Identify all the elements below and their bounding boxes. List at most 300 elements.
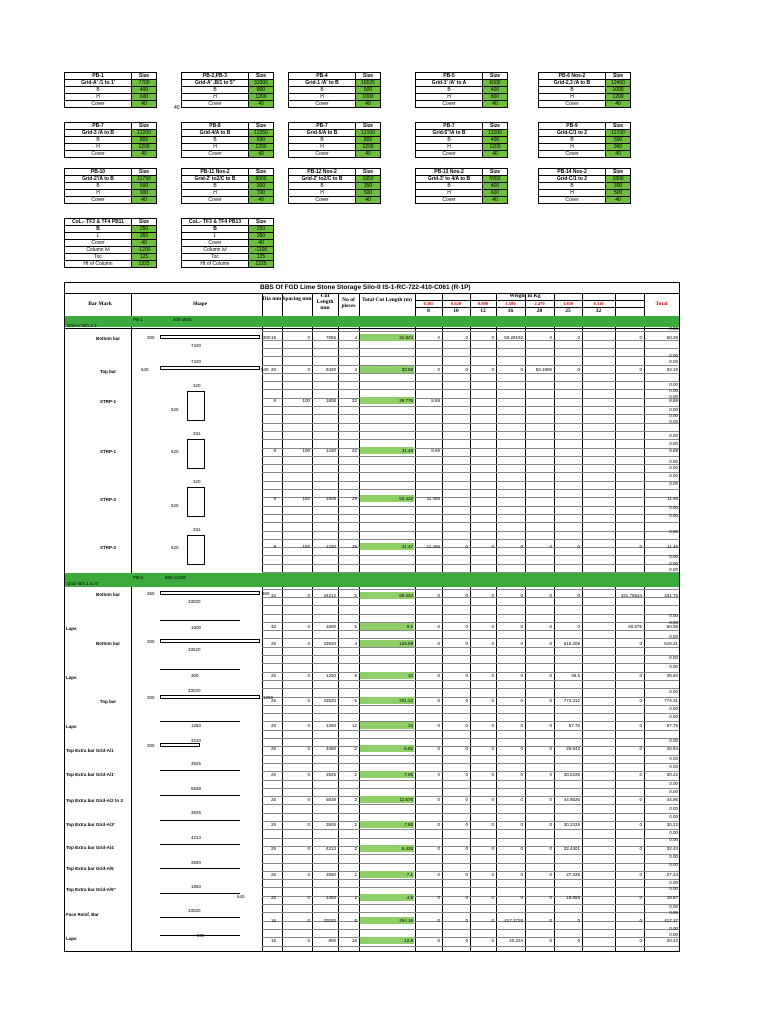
weight-cell: 0: [437, 772, 440, 777]
size-value-cell: 40: [132, 240, 157, 247]
size-table-row: [289, 130, 381, 137]
size-value-cell: 350: [132, 233, 157, 240]
weight-cell: 0: [465, 593, 468, 598]
bar-hook: [160, 639, 260, 643]
size-table-row: [182, 219, 274, 226]
size-label-cell: Grid-2' to2/C to B: [182, 176, 249, 183]
grid-row-line: [262, 912, 679, 913]
size-value-cell: 1200: [249, 144, 274, 151]
weight-cell: 0: [577, 918, 580, 923]
size-table-row: [289, 80, 381, 87]
bar-hook: [160, 695, 260, 699]
weight-cell: 0: [437, 846, 440, 851]
row-total-zero: 0.00: [669, 433, 678, 438]
size-label-cell: Grid-C/1 to 2: [539, 130, 606, 137]
weight-cell: 516.208: [563, 641, 580, 646]
grid-row-line: [262, 904, 679, 905]
size-value-cell: 125: [132, 254, 157, 261]
size-value-cell: 40: [249, 240, 274, 247]
grid-row-line: [262, 456, 679, 457]
cut-length-header: Cut Length mm: [316, 293, 334, 311]
row-total-zero: 0.00: [669, 781, 678, 786]
size-table-row: [65, 144, 157, 151]
row-total-zero: 0.00: [669, 854, 678, 859]
size-table-row: [539, 190, 631, 197]
weight-cell: 0: [639, 872, 642, 877]
size-table-row: [416, 190, 508, 197]
shape-dimension: 520: [171, 503, 179, 508]
size-table: [64, 72, 157, 108]
size-label-cell: B: [539, 137, 606, 144]
spacing-cell: 0: [307, 367, 310, 372]
weight-cell: 0: [520, 797, 523, 802]
weight-cell: 0: [577, 624, 580, 629]
size-label-cell: Cover: [416, 101, 483, 108]
weight-cell: 0: [549, 918, 552, 923]
weight-cell: 30.2225: [563, 822, 580, 827]
size-label-cell: PB-1: [65, 73, 132, 80]
group-dims: 800 x1200: [165, 575, 187, 580]
weight-cell: 0: [520, 698, 523, 703]
size-value-cell: 16525: [356, 80, 381, 87]
cut-length-cell: 1600: [325, 624, 336, 629]
row-total-zero: 0.00: [669, 353, 678, 358]
pieces-cell: 2: [354, 822, 357, 827]
row-total-zero: 0.00: [669, 394, 678, 399]
size-table-row: [182, 240, 274, 247]
bar-line: [160, 917, 240, 918]
grid-row-line: [262, 713, 679, 714]
size-table-row: [182, 137, 274, 144]
unit-weight: 0.395: [423, 301, 434, 306]
grid-row-line: [262, 414, 679, 415]
size-label-cell: H: [182, 144, 249, 151]
size-table-row: [289, 144, 381, 151]
total-cut-cell: 31.46: [360, 447, 414, 454]
size-label-cell: Column lvl: [65, 247, 132, 254]
bar-mark-label: Top Extra bar Grid-A/5: [66, 866, 114, 871]
weight-cell: 32.4401: [563, 846, 580, 851]
weight-cell: 0: [577, 544, 580, 549]
grid-row-line: [262, 464, 679, 465]
size-table-row: [65, 219, 157, 226]
size-table-row: [182, 190, 274, 197]
cut-length-cell: 2450: [325, 895, 336, 900]
row-total-zero: 0.00: [669, 880, 678, 885]
size-value-cell: 600: [483, 190, 508, 197]
weight-cell: 0: [437, 335, 440, 340]
grid-row-line: [262, 804, 679, 805]
size-table-row: [416, 197, 508, 204]
size-table-row: [182, 176, 274, 183]
size-value-cell: 1200: [356, 144, 381, 151]
weight-cell: 50.28192: [504, 335, 523, 340]
bar-line: [160, 770, 240, 771]
size-value-cell: 5950: [483, 176, 508, 183]
weight-cell: 0: [491, 367, 494, 372]
size-table-row: [289, 169, 381, 176]
size-label-cell: Cover: [65, 101, 132, 108]
size-label-cell: Cover: [65, 151, 132, 158]
size-value-cell: 11750: [132, 176, 157, 183]
row-total-zero: 0.00: [669, 620, 678, 625]
size-value-cell: 12400: [606, 80, 631, 87]
row-total-zero: 0.00: [669, 932, 678, 937]
bar-mark-label: Top Extra bar Grid-A/1': [66, 772, 115, 777]
size-label-cell: B: [182, 137, 249, 144]
size-table-row: [65, 101, 157, 108]
weight-cell: 0: [639, 846, 642, 851]
row-total-cell: 50.28: [666, 335, 678, 340]
size-label-cell: Cover: [539, 197, 606, 204]
size-table-row: [416, 101, 508, 108]
weight-cell: 0: [465, 746, 468, 751]
row-total-zero: 0.00: [669, 529, 678, 534]
row-total-zero: 0.00: [669, 664, 678, 669]
size-label-cell: B: [289, 183, 356, 190]
size-value-cell: 350: [249, 233, 274, 240]
size-table: [415, 72, 508, 108]
cut-length-cell: 5838: [325, 797, 336, 802]
weight-cell: 26.642: [566, 746, 580, 751]
grid-row-line: [262, 688, 679, 689]
row-total-zero: 0.00: [669, 738, 678, 743]
size-value-cell: 12350: [249, 130, 274, 137]
weight-cell: 0: [437, 673, 440, 678]
grid-row-line: [262, 838, 679, 839]
dia-cell: 8: [273, 448, 276, 453]
grid-row-line: [262, 472, 679, 473]
bbs-sheet: [64, 282, 680, 952]
size-table-row: [182, 87, 274, 94]
size-value-cell: 40: [356, 101, 381, 108]
total-cut-cell: 12.8: [360, 937, 414, 944]
grid-row-line: [262, 356, 679, 357]
cut-length-cell: 800: [328, 938, 336, 943]
spacing-cell: 0: [307, 723, 310, 728]
grid-row-line: [262, 489, 679, 490]
bar-mark-header: Bar Mark: [88, 301, 112, 307]
row-total-cell: 83.19: [666, 367, 678, 372]
row-total-zero: 0.00: [669, 407, 678, 412]
row-total-zero: 0.00: [669, 481, 678, 486]
size-label-cell: H: [65, 94, 132, 101]
row-total-cell: 44.95: [666, 797, 678, 802]
size-value-cell: Size: [132, 169, 157, 176]
dia-col-label: 20: [536, 308, 543, 314]
spacing-cell: 0: [307, 846, 310, 851]
weight-cell: 0: [491, 895, 494, 900]
grid-row-line: [262, 506, 679, 507]
stray-note: 40: [174, 105, 180, 111]
total-cut-cell: 9.6: [360, 623, 414, 630]
size-value-cell: 400: [483, 137, 508, 144]
size-value-cell: 40: [356, 197, 381, 204]
size-table-row: [289, 190, 381, 197]
dia-col-label: 10: [453, 308, 459, 314]
size-table-row: [416, 176, 508, 183]
weight-cell: 0: [520, 624, 523, 629]
dia-cell: 25: [270, 846, 276, 851]
cut-length-cell: 33520: [323, 641, 336, 646]
pieces-cell: 22: [351, 398, 357, 403]
size-value-cell: 40: [132, 197, 157, 204]
weight-cell: 0: [465, 641, 468, 646]
size-value-cell: 1200: [483, 144, 508, 151]
size-label-cell: PB-9: [539, 123, 606, 130]
weight-cell: 0: [437, 624, 440, 629]
weight-cell: 0: [639, 641, 642, 646]
pieces-cell: 4: [354, 641, 357, 646]
weight-cell: 0: [520, 723, 523, 728]
weight-cell: 0: [639, 723, 642, 728]
grid-row-line: [262, 946, 679, 947]
size-value-cell: 1200: [606, 94, 631, 101]
column-divider: [131, 293, 132, 951]
size-value-cell: 6000: [483, 80, 508, 87]
cut-length-cell: 33020: [323, 918, 336, 923]
size-table-row: [289, 73, 381, 80]
row-total-zero: 0.00: [669, 926, 678, 931]
shape-dimension: 1250: [191, 723, 202, 728]
size-table-row: [416, 169, 508, 176]
spacing-header: Spacing mm: [282, 296, 312, 302]
size-label-cell: Column lvl: [182, 247, 249, 254]
row-total-cell: 431.76: [664, 593, 678, 598]
weight-cell: 0: [491, 593, 494, 598]
size-label-cell: B: [416, 137, 483, 144]
size-table-row: [289, 151, 381, 158]
bar-hook: [160, 366, 260, 370]
shape-dimension: 33020: [188, 599, 201, 604]
row-total-zero: 0.00: [669, 567, 678, 572]
grid-row-line: [262, 539, 679, 540]
weight-cell: 0: [437, 593, 440, 598]
size-table: [288, 122, 381, 158]
size-label-cell: Grid-3' to 4/A to B: [416, 176, 483, 183]
size-label-cell: Cover: [289, 101, 356, 108]
grid-row-line: [262, 531, 679, 532]
pieces-cell: 16: [351, 938, 357, 943]
size-label-cell: Grid-2,3 /A to B: [539, 80, 606, 87]
row-total-cell: 38.50: [666, 673, 678, 678]
size-value-cell: Size: [606, 73, 631, 80]
size-table-row: [65, 254, 157, 261]
size-table-row: [539, 123, 631, 130]
spacing-cell: 0: [307, 772, 310, 777]
size-table-row: [416, 183, 508, 190]
bar-mark-label: Top Extra bar Grid-A/1: [66, 748, 114, 753]
weight-cell: 0: [549, 673, 552, 678]
shape-dimension: 520: [171, 407, 179, 412]
size-label-cell: Cover: [289, 197, 356, 204]
shape-dimension: 300: [147, 695, 155, 700]
shape-dimension: 540: [261, 367, 269, 372]
pieces-cell: 2: [354, 797, 357, 802]
size-label-cell: Toc: [182, 254, 249, 261]
weight-cell: 60.576: [628, 624, 642, 629]
size-value-cell: -1200: [132, 247, 157, 254]
grid-row-line: [262, 863, 679, 864]
row-total-zero: 0.00: [669, 561, 678, 566]
size-value-cell: Size: [249, 219, 274, 226]
spacing-cell: 100: [302, 398, 310, 403]
size-label-cell: Ht of Column: [182, 261, 249, 268]
size-value-cell: Size: [356, 73, 381, 80]
size-label-cell: Grid-2'/A to B: [65, 176, 132, 183]
row-total-zero: 0.00: [669, 837, 678, 842]
weight-cell: 0: [437, 698, 440, 703]
grid-row-line: [262, 829, 679, 830]
total-cut-cell: 134.08: [360, 640, 414, 647]
bar-line: [160, 620, 240, 621]
dia-cell: 32: [270, 593, 276, 598]
row-total-cell: 32.44: [666, 846, 678, 851]
shape-dimension: 33520: [188, 647, 201, 652]
weight-cell: 0: [639, 918, 642, 923]
total-header: Total: [655, 301, 668, 307]
size-label-cell: Grid-2' to2/C to B: [289, 176, 356, 183]
weight-cell: 0: [437, 746, 440, 751]
shape-dimension: 3925: [191, 761, 202, 766]
weight-cell: 0: [465, 673, 468, 678]
weight-cell: 417.3728: [504, 918, 523, 923]
size-label-cell: B: [416, 183, 483, 190]
grid-row-line: [262, 605, 679, 606]
size-table: [181, 168, 274, 204]
stirrup-shape: [187, 487, 205, 517]
size-table-row: [416, 130, 508, 137]
size-value-cell: Size: [606, 169, 631, 176]
size-label-cell: Cover: [182, 240, 249, 247]
row-total-zero: 0.00: [669, 459, 678, 464]
size-label-cell: Cover: [182, 101, 249, 108]
row-total-cell: 516.21: [664, 641, 678, 646]
grid-row-line: [262, 763, 679, 764]
weight-cell: 44.9526: [563, 797, 580, 802]
size-table: [415, 168, 508, 204]
size-label-cell: PB-14 Nos-2: [539, 169, 606, 176]
row-total-zero: 0.00: [669, 465, 678, 470]
row-total-zero: 0.00: [669, 789, 678, 794]
row-total-cell: 11.46: [667, 544, 678, 549]
weight-cell: 0: [491, 544, 494, 549]
size-table-row: [289, 101, 381, 108]
weight-cell: 0: [549, 335, 552, 340]
unit-weight: 6.310: [593, 301, 604, 306]
pieces-cell: 4: [354, 335, 357, 340]
size-value-cell: 800: [132, 137, 157, 144]
grid-row-line: [262, 663, 679, 664]
cut-length-cell: 1430: [325, 544, 336, 549]
size-value-cell: 800: [249, 87, 274, 94]
size-table-row: [65, 240, 157, 247]
weight-cell: 0: [437, 822, 440, 827]
size-label-cell: Grid-5/A to B: [289, 130, 356, 137]
grid-row-line: [262, 373, 679, 374]
size-table: [288, 72, 381, 108]
size-table-row: [539, 197, 631, 204]
size-value-cell: 40: [483, 151, 508, 158]
shape-dimension: 1250: [263, 695, 274, 700]
pieces-cell: 6: [354, 698, 357, 703]
size-table-row: [539, 169, 631, 176]
size-value-cell: 40: [606, 101, 631, 108]
stirrup-shape: [187, 391, 205, 421]
pieces-header: No of pieces: [341, 297, 356, 309]
row-total-cell: 774.31: [664, 698, 678, 703]
dia-cell: 25: [270, 723, 276, 728]
weight-cell: 0: [639, 822, 642, 827]
dia-cell: 25: [270, 822, 276, 827]
grid-row-line: [262, 423, 679, 424]
row-total-zero: 0.00: [669, 830, 678, 835]
size-table-row: [289, 176, 381, 183]
size-table-row: [182, 226, 274, 233]
size-label-cell: H: [416, 144, 483, 151]
size-label-cell: Grid-1' /A' to A: [416, 80, 483, 87]
row-total-zero: 0.00: [669, 862, 678, 867]
dia-cell: 16: [270, 938, 276, 943]
shape-dimension: 3210: [191, 738, 202, 743]
size-value-cell: 400: [483, 183, 508, 190]
dia-cell: 25: [270, 673, 276, 678]
size-table-row: [539, 176, 631, 183]
shape-dimension: 300: [191, 673, 199, 678]
size-label-cell: Toc: [65, 254, 132, 261]
grid-row-line: [262, 655, 679, 656]
size-table-row: [539, 101, 631, 108]
size-value-cell: 400: [132, 87, 157, 94]
bar-hook: [160, 335, 260, 339]
row-total-zero: 0.00: [669, 419, 678, 424]
size-table-row: [539, 87, 631, 94]
total-cut-cell: 10: [360, 672, 414, 679]
bar-mark-label: Top Extra bar Grid-A/5": [66, 887, 116, 892]
size-label-cell: Cover: [65, 240, 132, 247]
size-value-cell: Size: [249, 169, 274, 176]
size-label-cell: B: [539, 87, 606, 94]
cut-length-cell: 8420: [325, 367, 336, 372]
size-table-row: [416, 80, 508, 87]
spacing-cell: 0: [307, 746, 310, 751]
spacing-cell: 0: [307, 822, 310, 827]
size-value-cell: Size: [249, 123, 274, 130]
size-value-cell: 125: [249, 254, 274, 261]
size-label-cell: PB-4: [289, 73, 356, 80]
weight-cell: 0: [491, 698, 494, 703]
pieces-cell: 2: [354, 772, 357, 777]
cut-length-cell: 3460: [325, 746, 336, 751]
bar-mark-label: Top Extra bar Grid-A/3': [66, 822, 115, 827]
row-total-cell: 30.22: [666, 772, 678, 777]
weight-cell: 0: [549, 938, 552, 943]
grid-row-line: [262, 730, 679, 731]
size-table-row: [539, 94, 631, 101]
size-label-cell: PB-8: [182, 123, 249, 130]
weight-cell: 0: [465, 624, 468, 629]
size-label-cell: PB-10: [65, 169, 132, 176]
weight-cell: 0: [491, 624, 494, 629]
weight-cell: 0: [520, 593, 523, 598]
pieces-cell: 2: [354, 746, 357, 751]
spacing-cell: 100: [302, 448, 310, 453]
size-label-cell: CoL.- TF3 & TF4 PB13: [182, 219, 249, 226]
grid-row-line: [262, 365, 679, 366]
row-total-cell: 20.22: [666, 938, 678, 943]
size-label-cell: Cover: [182, 151, 249, 158]
weight-cell: 0: [549, 822, 552, 827]
